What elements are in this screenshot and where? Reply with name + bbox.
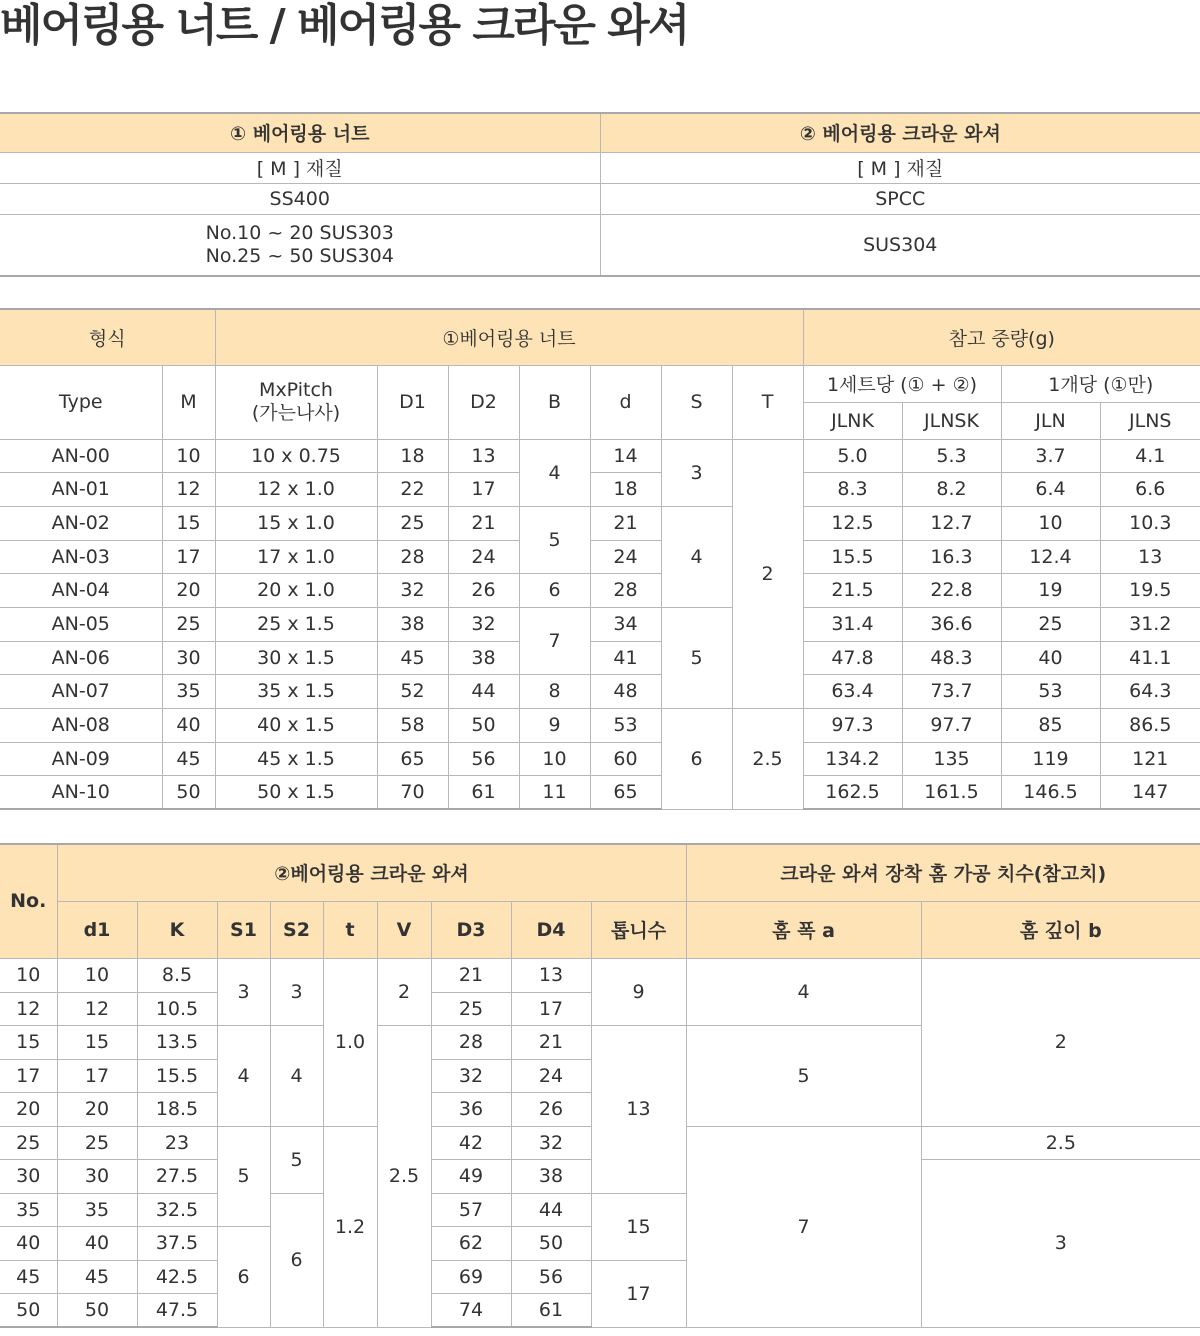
cell-d: 60 bbox=[590, 742, 661, 775]
cell-no: 12 bbox=[0, 992, 57, 1025]
cell-jlnsk: 22.8 bbox=[902, 573, 1001, 607]
cell-t: 1.0 bbox=[323, 958, 377, 1126]
col-jlnsk: JLNSK bbox=[902, 402, 1001, 439]
cell-type: AN-07 bbox=[0, 674, 162, 708]
col-d: d bbox=[590, 365, 661, 439]
groove-group-header: 크라운 와셔 장착 홈 가공 치수(참고치) bbox=[686, 844, 1200, 901]
cell-d2: 21 bbox=[448, 506, 519, 540]
cell-jlnk: 12.5 bbox=[803, 506, 902, 540]
cell-m: 45 bbox=[162, 742, 215, 775]
cell-jln: 10 bbox=[1001, 506, 1100, 540]
cell-b: 9 bbox=[519, 708, 590, 742]
cell-d1: 45 bbox=[57, 1260, 137, 1293]
cell-jlns: 147 bbox=[1100, 775, 1200, 809]
cell-k: 10.5 bbox=[137, 992, 217, 1025]
cell-mxpitch: 12 x 1.0 bbox=[215, 472, 377, 506]
cell-jlns: 64.3 bbox=[1100, 674, 1200, 708]
washer-material-label: [ M ] 재질 bbox=[600, 152, 1200, 183]
weight-per-set-header: 1세트당 (① + ②) bbox=[803, 365, 1001, 402]
cell-v: 2.5 bbox=[377, 1025, 431, 1327]
cell-no: 17 bbox=[0, 1059, 57, 1092]
table-row bbox=[0, 958, 1200, 992]
washer-material-stainless: SUS304 bbox=[600, 214, 1200, 276]
cell-b: 10 bbox=[519, 742, 590, 775]
cell-type: AN-04 bbox=[0, 573, 162, 607]
cell-b: 4 bbox=[519, 439, 590, 506]
cell-d2: 56 bbox=[448, 742, 519, 775]
cell-k: 47.5 bbox=[137, 1293, 217, 1327]
table-row bbox=[0, 775, 1200, 809]
cell-jln: 146.5 bbox=[1001, 775, 1100, 809]
cell-mxpitch: 15 x 1.0 bbox=[215, 506, 377, 540]
cell-jlnsk: 12.7 bbox=[902, 506, 1001, 540]
cell-jlnsk: 16.3 bbox=[902, 540, 1001, 573]
cell-jlnk: 63.4 bbox=[803, 674, 902, 708]
cell-d3: 74 bbox=[431, 1293, 511, 1327]
cell-jln: 6.4 bbox=[1001, 472, 1100, 506]
cell-d1: 30 bbox=[57, 1159, 137, 1193]
cell-jlnk: 47.8 bbox=[803, 641, 902, 674]
cell-type: AN-08 bbox=[0, 708, 162, 742]
cell-d: 65 bbox=[590, 775, 661, 809]
cell-m: 10 bbox=[162, 439, 215, 472]
cell-d2: 17 bbox=[448, 472, 519, 506]
cell-m: 15 bbox=[162, 506, 215, 540]
cell-jlnk: 8.3 bbox=[803, 472, 902, 506]
nut-group-header-row bbox=[0, 309, 1200, 365]
cell-b: 8 bbox=[519, 674, 590, 708]
col-mxpitch bbox=[215, 365, 377, 439]
cell-teeth: 17 bbox=[591, 1260, 686, 1327]
cell-b: 11 bbox=[519, 775, 590, 809]
cell-no: 20 bbox=[0, 1092, 57, 1126]
cell-b: 5 bbox=[519, 506, 590, 573]
cell-s2: 3 bbox=[270, 958, 323, 1025]
col-no: No. bbox=[0, 844, 57, 958]
cell-jln: 25 bbox=[1001, 607, 1100, 641]
cell-d1: 35 bbox=[57, 1193, 137, 1226]
cell-mxpitch: 40 x 1.5 bbox=[215, 708, 377, 742]
cell-jln: 119 bbox=[1001, 742, 1100, 775]
cell-teeth: 15 bbox=[591, 1193, 686, 1260]
cell-d2: 24 bbox=[448, 540, 519, 573]
cell-s1: 5 bbox=[217, 1126, 270, 1226]
table-row bbox=[0, 674, 1200, 708]
cell-type: AN-00 bbox=[0, 439, 162, 472]
cell-d3: 42 bbox=[431, 1126, 511, 1159]
col-v: V bbox=[377, 901, 431, 958]
cell-s2: 6 bbox=[270, 1193, 323, 1327]
cell-m: 17 bbox=[162, 540, 215, 573]
cell-jln: 3.7 bbox=[1001, 439, 1100, 472]
col-m: M bbox=[162, 365, 215, 439]
col-d1: D1 bbox=[377, 365, 448, 439]
cell-no: 50 bbox=[0, 1293, 57, 1327]
nut-header: ① 베어링용 너트 bbox=[0, 113, 600, 152]
washer-group-header-row bbox=[0, 844, 1200, 901]
cell-jlnsk: 5.3 bbox=[902, 439, 1001, 472]
cell-d4: 26 bbox=[511, 1092, 591, 1126]
cell-d2: 32 bbox=[448, 607, 519, 641]
cell-t: 2 bbox=[732, 439, 803, 708]
cell-k: 37.5 bbox=[137, 1226, 217, 1260]
col-teeth: 톱니수 bbox=[591, 901, 686, 958]
cell-d: 14 bbox=[590, 439, 661, 472]
cell-d: 48 bbox=[590, 674, 661, 708]
cell-teeth: 13 bbox=[591, 1025, 686, 1193]
cell-jlns: 6.6 bbox=[1100, 472, 1200, 506]
cell-m: 35 bbox=[162, 674, 215, 708]
cell-d: 53 bbox=[590, 708, 661, 742]
cell-jlnk: 21.5 bbox=[803, 573, 902, 607]
cell-b: 7 bbox=[519, 607, 590, 674]
col-d2: D2 bbox=[448, 365, 519, 439]
cell-type: AN-06 bbox=[0, 641, 162, 674]
cell-type: AN-10 bbox=[0, 775, 162, 809]
cell-jln: 19 bbox=[1001, 573, 1100, 607]
col-groove-depth: 홈 깊이 b bbox=[921, 901, 1200, 958]
nut-material-line: No.25 ~ 50 SUS304 bbox=[205, 244, 394, 267]
cell-groove-width: 4 bbox=[686, 958, 921, 1025]
cell-d1: 38 bbox=[377, 607, 448, 641]
table-row bbox=[0, 742, 1200, 775]
table-row bbox=[0, 472, 1200, 506]
col-jln: JLN bbox=[1001, 402, 1100, 439]
cell-jlnsk: 36.6 bbox=[902, 607, 1001, 641]
cell-jlns: 41.1 bbox=[1100, 641, 1200, 674]
cell-groove-width: 5 bbox=[686, 1025, 921, 1126]
col-jlnk: JLNK bbox=[803, 402, 902, 439]
weight-per-piece-header: 1개당 (①만) bbox=[1001, 365, 1200, 402]
cell-d4: 21 bbox=[511, 1025, 591, 1059]
cell-d1: 15 bbox=[57, 1025, 137, 1059]
cell-teeth: 9 bbox=[591, 958, 686, 1025]
nut-material: SS400 bbox=[0, 183, 600, 214]
cell-s: 5 bbox=[661, 607, 732, 708]
cell-mxpitch: 20 x 1.0 bbox=[215, 573, 377, 607]
table-row bbox=[0, 573, 1200, 607]
cell-d1: 18 bbox=[377, 439, 448, 472]
col-d3: D3 bbox=[431, 901, 511, 958]
col-groove-width: 홈 폭 a bbox=[686, 901, 921, 958]
table-row bbox=[0, 708, 1200, 742]
page-title: 베어링용 너트 / 베어링용 크라운 와셔 bbox=[0, 0, 689, 51]
cell-mxpitch: 45 x 1.5 bbox=[215, 742, 377, 775]
table-row bbox=[0, 641, 1200, 674]
cell-mxpitch: 30 x 1.5 bbox=[215, 641, 377, 674]
cell-d4: 17 bbox=[511, 992, 591, 1025]
col-d4: D4 bbox=[511, 901, 591, 958]
cell-d3: 36 bbox=[431, 1092, 511, 1126]
cell-jlnsk: 135 bbox=[902, 742, 1001, 775]
cell-jlnsk: 48.3 bbox=[902, 641, 1001, 674]
cell-m: 40 bbox=[162, 708, 215, 742]
cell-d1: 58 bbox=[377, 708, 448, 742]
col-mxpitch-line: (가는나사) bbox=[251, 402, 341, 424]
cell-jlnk: 97.3 bbox=[803, 708, 902, 742]
cell-s1: 3 bbox=[217, 958, 270, 1025]
col-t: T bbox=[732, 365, 803, 439]
cell-d3: 62 bbox=[431, 1226, 511, 1260]
cell-d1: 40 bbox=[57, 1226, 137, 1260]
cell-d1: 12 bbox=[57, 992, 137, 1025]
cell-k: 23 bbox=[137, 1126, 217, 1159]
cell-jlns: 121 bbox=[1100, 742, 1200, 775]
cell-d1: 28 bbox=[377, 540, 448, 573]
table-row bbox=[0, 439, 1200, 472]
cell-m: 50 bbox=[162, 775, 215, 809]
cell-d1: 45 bbox=[377, 641, 448, 674]
cell-d: 41 bbox=[590, 641, 661, 674]
cell-mxpitch: 17 x 1.0 bbox=[215, 540, 377, 573]
col-k: K bbox=[137, 901, 217, 958]
col-s2: S2 bbox=[270, 901, 323, 958]
cell-groove-depth: 3 bbox=[921, 1159, 1200, 1327]
cell-jlnk: 31.4 bbox=[803, 607, 902, 641]
cell-jln: 40 bbox=[1001, 641, 1100, 674]
cell-d3: 28 bbox=[431, 1025, 511, 1059]
cell-jlns: 4.1 bbox=[1100, 439, 1200, 472]
col-b: B bbox=[519, 365, 590, 439]
col-s1: S1 bbox=[217, 901, 270, 958]
cell-jlns: 31.2 bbox=[1100, 607, 1200, 641]
cell-mxpitch: 10 x 0.75 bbox=[215, 439, 377, 472]
col-jlns: JLNS bbox=[1100, 402, 1200, 439]
cell-jln: 85 bbox=[1001, 708, 1100, 742]
cell-groove-width: 7 bbox=[686, 1126, 921, 1327]
table-row bbox=[0, 607, 1200, 641]
cell-s1: 6 bbox=[217, 1226, 270, 1327]
cell-d1: 32 bbox=[377, 573, 448, 607]
col-type: Type bbox=[0, 365, 162, 439]
cell-d1: 65 bbox=[377, 742, 448, 775]
cell-no: 25 bbox=[0, 1126, 57, 1159]
cell-d: 21 bbox=[590, 506, 661, 540]
cell-k: 18.5 bbox=[137, 1092, 217, 1126]
cell-jlnk: 134.2 bbox=[803, 742, 902, 775]
nut-table bbox=[0, 308, 1200, 810]
col-t: t bbox=[323, 901, 377, 958]
washer-material: SPCC bbox=[600, 183, 1200, 214]
cell-d4: 24 bbox=[511, 1059, 591, 1092]
material-table bbox=[0, 112, 1200, 277]
cell-s2: 5 bbox=[270, 1126, 323, 1193]
cell-no: 10 bbox=[0, 958, 57, 992]
cell-no: 15 bbox=[0, 1025, 57, 1059]
cell-mxpitch: 50 x 1.5 bbox=[215, 775, 377, 809]
cell-d1: 20 bbox=[57, 1092, 137, 1126]
cell-d4: 44 bbox=[511, 1193, 591, 1226]
cell-d3: 49 bbox=[431, 1159, 511, 1193]
table-row bbox=[0, 540, 1200, 573]
cell-d3: 21 bbox=[431, 958, 511, 992]
cell-d1: 10 bbox=[57, 958, 137, 992]
cell-d4: 50 bbox=[511, 1226, 591, 1260]
cell-d3: 69 bbox=[431, 1260, 511, 1293]
cell-d4: 56 bbox=[511, 1260, 591, 1293]
cell-t: 1.2 bbox=[323, 1126, 377, 1327]
cell-s: 6 bbox=[661, 708, 732, 809]
cell-no: 45 bbox=[0, 1260, 57, 1293]
cell-type: AN-01 bbox=[0, 472, 162, 506]
cell-jln: 53 bbox=[1001, 674, 1100, 708]
cell-s: 4 bbox=[661, 506, 732, 607]
material-label-row bbox=[0, 152, 1200, 183]
cell-d: 18 bbox=[590, 472, 661, 506]
cell-type: AN-05 bbox=[0, 607, 162, 641]
cell-k: 27.5 bbox=[137, 1159, 217, 1193]
nut-material-line: No.10 ~ 20 SUS303 bbox=[205, 221, 394, 244]
cell-d3: 57 bbox=[431, 1193, 511, 1226]
cell-d1: 22 bbox=[377, 472, 448, 506]
cell-d2: 61 bbox=[448, 775, 519, 809]
washer-table bbox=[0, 843, 1200, 1328]
cell-k: 15.5 bbox=[137, 1059, 217, 1092]
cell-s1: 4 bbox=[217, 1025, 270, 1126]
cell-groove-depth: 2.5 bbox=[921, 1126, 1200, 1159]
cell-m: 25 bbox=[162, 607, 215, 641]
cell-m: 30 bbox=[162, 641, 215, 674]
washer-column-header-row bbox=[0, 901, 1200, 958]
cell-d2: 38 bbox=[448, 641, 519, 674]
cell-d2: 44 bbox=[448, 674, 519, 708]
cell-no: 30 bbox=[0, 1159, 57, 1193]
material-row bbox=[0, 214, 1200, 276]
nut-column-header-row bbox=[0, 365, 1200, 402]
cell-s2: 4 bbox=[270, 1025, 323, 1126]
cell-jlns: 13 bbox=[1100, 540, 1200, 573]
cell-groove-depth: 2 bbox=[921, 958, 1200, 1126]
cell-d1: 70 bbox=[377, 775, 448, 809]
cell-d4: 38 bbox=[511, 1159, 591, 1193]
nut-material-stainless bbox=[0, 214, 600, 276]
nut-group-header: ①베어링용 너트 bbox=[215, 309, 803, 365]
cell-d4: 13 bbox=[511, 958, 591, 992]
cell-jlnk: 5.0 bbox=[803, 439, 902, 472]
cell-k: 8.5 bbox=[137, 958, 217, 992]
cell-m: 20 bbox=[162, 573, 215, 607]
weight-group-header: 참고 중량(g) bbox=[803, 309, 1200, 365]
cell-jlnsk: 73.7 bbox=[902, 674, 1001, 708]
washer-group-header: ②베어링용 크라운 와셔 bbox=[57, 844, 686, 901]
cell-mxpitch: 35 x 1.5 bbox=[215, 674, 377, 708]
col-s: S bbox=[661, 365, 732, 439]
cell-jlns: 10.3 bbox=[1100, 506, 1200, 540]
cell-jlnsk: 97.7 bbox=[902, 708, 1001, 742]
cell-jlnsk: 161.5 bbox=[902, 775, 1001, 809]
cell-m: 12 bbox=[162, 472, 215, 506]
cell-d1: 25 bbox=[57, 1126, 137, 1159]
cell-d2: 13 bbox=[448, 439, 519, 472]
cell-jlnk: 162.5 bbox=[803, 775, 902, 809]
cell-d2: 50 bbox=[448, 708, 519, 742]
cell-no: 35 bbox=[0, 1193, 57, 1226]
cell-b: 6 bbox=[519, 573, 590, 607]
cell-d3: 32 bbox=[431, 1059, 511, 1092]
cell-d: 24 bbox=[590, 540, 661, 573]
cell-type: AN-09 bbox=[0, 742, 162, 775]
material-header-row bbox=[0, 113, 1200, 152]
cell-s: 3 bbox=[661, 439, 732, 506]
cell-k: 32.5 bbox=[137, 1193, 217, 1226]
cell-d4: 61 bbox=[511, 1293, 591, 1327]
nut-material-label: [ M ] 재질 bbox=[0, 152, 600, 183]
cell-d3: 25 bbox=[431, 992, 511, 1025]
cell-no: 40 bbox=[0, 1226, 57, 1260]
cell-d: 28 bbox=[590, 573, 661, 607]
cell-d4: 32 bbox=[511, 1126, 591, 1159]
cell-jlnsk: 8.2 bbox=[902, 472, 1001, 506]
cell-jlns: 19.5 bbox=[1100, 573, 1200, 607]
cell-jlnk: 15.5 bbox=[803, 540, 902, 573]
cell-d1: 50 bbox=[57, 1293, 137, 1327]
material-row bbox=[0, 183, 1200, 214]
cell-v: 2 bbox=[377, 958, 431, 1025]
cell-mxpitch: 25 x 1.5 bbox=[215, 607, 377, 641]
cell-d1: 17 bbox=[57, 1059, 137, 1092]
cell-d1: 52 bbox=[377, 674, 448, 708]
cell-jlns: 86.5 bbox=[1100, 708, 1200, 742]
cell-type: AN-03 bbox=[0, 540, 162, 573]
cell-k: 42.5 bbox=[137, 1260, 217, 1293]
cell-d1: 25 bbox=[377, 506, 448, 540]
cell-jln: 12.4 bbox=[1001, 540, 1100, 573]
table-row bbox=[0, 506, 1200, 540]
cell-k: 13.5 bbox=[137, 1025, 217, 1059]
washer-header: ② 베어링용 크라운 와셔 bbox=[600, 113, 1200, 152]
col-d1: d1 bbox=[57, 901, 137, 958]
cell-type: AN-02 bbox=[0, 506, 162, 540]
cell-d: 34 bbox=[590, 607, 661, 641]
cell-t: 2.5 bbox=[732, 708, 803, 809]
cell-d2: 26 bbox=[448, 573, 519, 607]
type-group-header: 형식 bbox=[0, 309, 215, 365]
col-mxpitch-line: MxPitch bbox=[259, 379, 333, 401]
